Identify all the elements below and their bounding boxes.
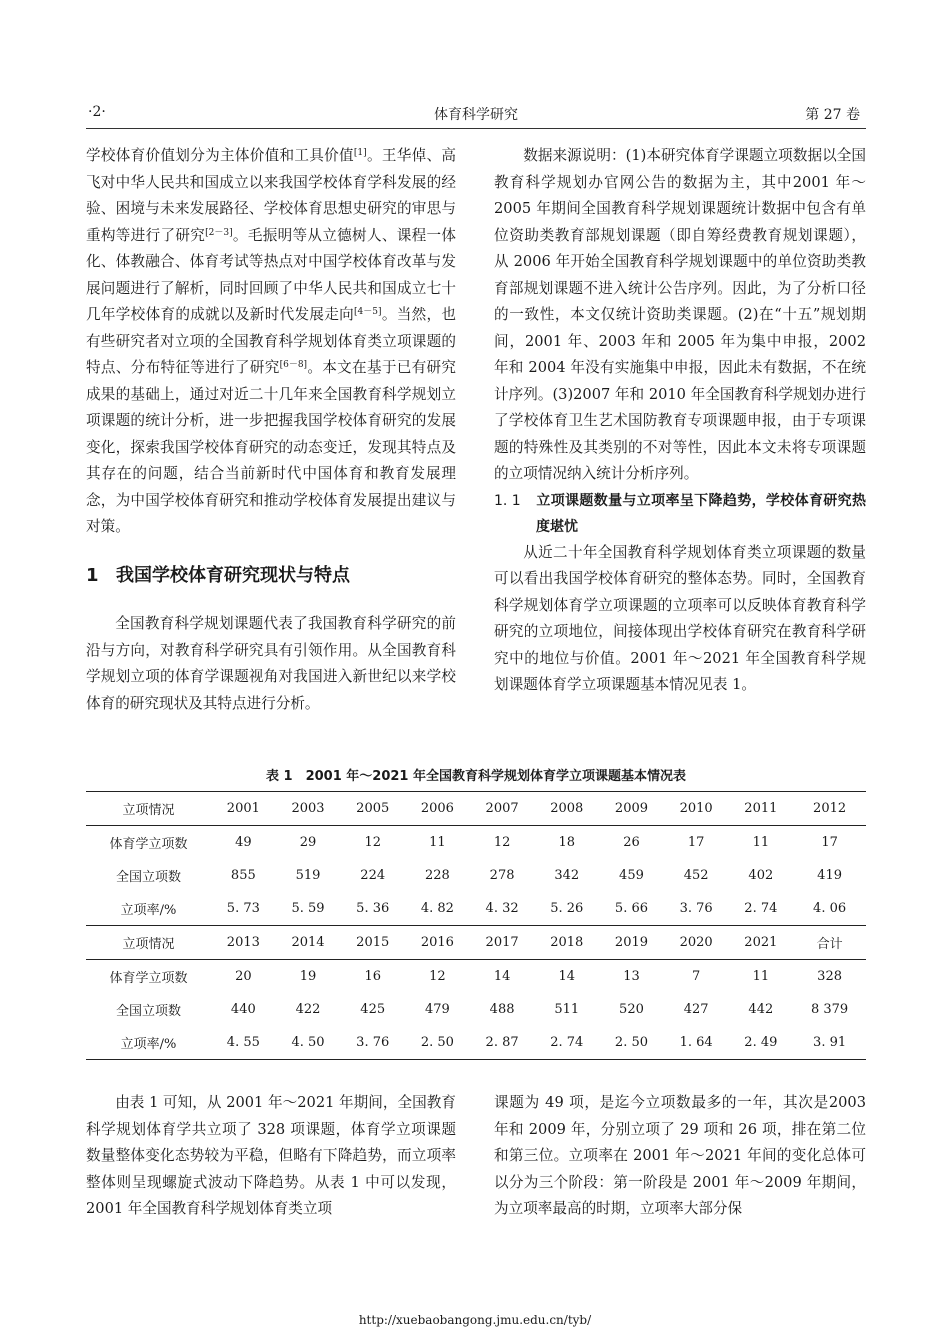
table-cell: 26 (623, 835, 640, 850)
citation: [4－5] (354, 307, 382, 317)
table-header-cell: 2013 (211, 926, 276, 960)
subsection-heading (494, 488, 866, 540)
table-header-cell: 合计 (793, 926, 866, 960)
table-cell: 2. 74 (534, 1026, 599, 1060)
table-header-cell: 2021 (729, 926, 794, 960)
table-cell: 2. 87 (470, 1026, 535, 1060)
table-cell: 427 (683, 1002, 709, 1017)
table-header-cell: 2003 (276, 792, 341, 826)
table-row (86, 826, 866, 860)
subsection-paragraph: 从近二十年全国教育科学规划体育类立项课题的数量可以看出我国学校体育研究的整体态势。同时，全国教育科学规划体育学立项课题的立项率可以反映体育教育科学研究的立项地位，间接体现出学校体育研究在教育科学研究中的地位与价值。2001 年～2021 年全国教育科学规划课题体育学立项课题基本情况见表 1。 (494, 543, 866, 693)
table-cell: 16 (364, 969, 381, 984)
para-text: 。本文在基于已有研究成果的基础上，通过对近二十几年来全国教育科学规划立项课题的统计分析，进一步把握我国学校体育研究的发展变化，探索我国学校体育研究的动态变迁，发现其特点及其存在的问题，结合当前新时代中国体育和教育发展理念，为中国学校体育研究和推动学校体育发展提出建议与对策。 (86, 359, 456, 535)
table-cell: 4. 82 (405, 892, 470, 926)
table-cell: 3. 91 (793, 1026, 866, 1060)
table-cell: 体育学立项数 (109, 971, 188, 986)
table-cell: 7 (692, 969, 701, 984)
para-text: 。毛振明等从立德树人、课程一体化、体教融合、体育考试等热点对中国学校体育改革与发展问题进行了解析，同时回顾了中华人民共和国成立七十几年学校体育的成就以及新时代发展走向 (86, 226, 456, 323)
table-cell: 12 (493, 835, 511, 850)
table-cell: 4. 32 (470, 892, 535, 926)
subsection-number: 1. 1 (494, 492, 521, 509)
running-header (86, 104, 866, 126)
bottom-left-column (86, 1090, 456, 1223)
table-cell: 488 (489, 1002, 515, 1017)
table-header-cell: 2010 (664, 792, 729, 826)
table-header-cell: 2006 (405, 792, 470, 826)
table-cell: 442 (748, 1002, 774, 1017)
table-header-cell: 2009 (599, 792, 664, 826)
data-source-paragraph: 数据来源说明：(1)本研究体育学课题立项数据以全国教育科学规划办官网公告的数据为主，其中2001 年～2005 年期间全国教育科学规划课题统计数据中包含有单位资助类教育部规划课题（即自筹经费教育规划课题），从 2006 年开始全国教育科学规划课题中的单位资助类教育部规划课题不进入统计公告序列。因此，为了分析口径的一致性，本文仅统计资助类课题。(2)在“十五”规划期间，2001 年、2003 年和 2005 年为集中申报，2002 年和 2004 年没有实施集中申报，因此未有数据，不在统计序列。(3)2007 年和 2010 年全国教育科学规划办进行了学校体育卫生艺术国防教育专项课题申报，由于专项课题的特殊性及其类别的不对等性，因此本文未将专项课题的立项情况纳入统计分析序列。 (494, 147, 866, 482)
table-header-cell: 立项情况 (86, 926, 211, 960)
section-heading (86, 563, 456, 590)
data-table (86, 791, 866, 1060)
table-cell: 520 (619, 1002, 644, 1017)
table-cell: 5. 59 (276, 892, 341, 926)
table-header-cell: 2012 (793, 792, 866, 826)
table-row (86, 892, 866, 926)
journal-title: 体育科学研究 (434, 107, 518, 123)
table-cell: 2. 74 (729, 892, 794, 926)
table-header-cell: 2011 (729, 792, 794, 826)
table-cell: 2. 50 (405, 1026, 470, 1060)
table-cell: 224 (360, 868, 386, 883)
table-cell: 3. 76 (340, 1026, 405, 1060)
table-cell: 4. 50 (276, 1026, 341, 1060)
table-header-cell: 2005 (340, 792, 405, 826)
para-text: 。当然，也有些研究者对立项的全国教育科学规划体育类立项课题的特点、分布特征等进行了研究 (86, 306, 456, 376)
bottom-right-column (494, 1090, 866, 1223)
table-row (86, 1026, 866, 1060)
para-text: 。王华倬、高飞对中华人民共和国成立以来我国学校体育学科发展的经验、困境与未来发展路径、学校体育思想史研究的审思与重构等进行了研究 (86, 147, 456, 244)
page-number: ·2· (88, 104, 106, 120)
table-cell: 342 (554, 868, 580, 883)
footer-url: http://xuebaobangong.jmu.edu.cn/tyb/ (358, 1313, 592, 1327)
intro-paragraph (86, 143, 456, 541)
table-cell: 49 (235, 835, 252, 850)
table-header-cell: 2014 (276, 926, 341, 960)
table-cell: 11 (752, 969, 770, 984)
table-header-row (86, 792, 866, 826)
table-cell: 8 379 (810, 1002, 849, 1017)
table-row (86, 993, 866, 1026)
table-cell: 4. 55 (211, 1026, 276, 1060)
table-cell: 13 (623, 969, 640, 984)
table-cell: 440 (230, 1002, 256, 1017)
table-cell: 328 (817, 969, 842, 984)
table-header-row (86, 926, 866, 960)
table-cell: 4. 06 (793, 892, 866, 926)
table-cell: 立项率/% (86, 1026, 211, 1060)
table-header-cell: 2001 (211, 792, 276, 826)
table-cell: 17 (687, 835, 705, 850)
table-cell: 5. 73 (211, 892, 276, 926)
table-cell: 855 (230, 868, 256, 883)
table-header-cell: 2015 (340, 926, 405, 960)
subsection-title: 立项课题数量与立项率呈下降趋势，学校体育研究热度堪忧 (536, 492, 866, 535)
table-cell: 3. 76 (664, 892, 729, 926)
analysis-paragraph-cont: 课题为 49 项，是迄今立项数最多的一年，其次是2003 年和 2009 年，分别立项了 29 项和 26 项，排在第二位和第三位。立项率在 2001 年～2021 年间的变化总体可以分为三个阶段：第一阶段是 2001 年～2009 年期间，为立项率最高的时期，立项率大部分保 (494, 1094, 866, 1217)
volume-label: 第 27 卷 (805, 107, 860, 123)
table-cell: 5. 36 (340, 892, 405, 926)
table-cell: 全国立项数 (115, 870, 181, 885)
table-cell: 459 (619, 868, 644, 883)
table-cell: 12 (364, 835, 381, 850)
table-cell: 5. 26 (534, 892, 599, 926)
table-cell: 17 (821, 835, 838, 850)
table-caption: 表 1 2001 年～2021 年全国教育科学规划体育学立项课题基本情况表 (266, 769, 686, 784)
table-header-cell: 2007 (470, 792, 535, 826)
analysis-paragraph: 由表 1 可知，从 2001 年～2021 年期间，全国教育科学规划体育学共立项了 328 项课题，体育学立项课题数量整体变化态势较为平稳，但略有下降趋势，而立项率整体则呈现螺旋式波动下降趋势。从表 1 中可以发现，2001 年全国教育科学规划体育类立项 (86, 1094, 456, 1217)
table-header-cell: 2016 (405, 926, 470, 960)
table-cell: 228 (424, 868, 450, 883)
table-cell: 425 (360, 1002, 386, 1017)
table-header-cell: 2017 (470, 926, 535, 960)
para-text: 学校体育价值划分为主体价值和工具价值 (86, 147, 354, 164)
section-title: 我国学校体育研究现状与特点 (116, 564, 350, 586)
citation: [1] (353, 148, 367, 158)
table-cell: 519 (295, 868, 321, 883)
table-cell: 12 (429, 969, 446, 984)
table-header-cell: 2008 (534, 792, 599, 826)
table-cell: 18 (558, 835, 576, 850)
table-cell: 立项率/% (86, 892, 211, 926)
table-cell: 5. 66 (599, 892, 664, 926)
table-cell: 20 (235, 969, 252, 984)
table-cell: 419 (817, 868, 842, 883)
table-cell: 402 (748, 868, 774, 883)
section-paragraph: 全国教育科学规划课题代表了我国教育科学研究的前沿与方向，对教育科学研究具有引领作用。从全国教育科学规划立项的体育学课题视角对我国进入新世纪以来学校体育的研究现状及其特点进行分析。 (86, 615, 456, 712)
table-cell: 452 (683, 868, 709, 883)
table-cell: 278 (489, 868, 515, 883)
table-cell: 29 (299, 835, 317, 850)
table-cell: 511 (554, 1002, 580, 1017)
table-row (86, 859, 866, 892)
table-cell: 19 (299, 969, 317, 984)
table-cell: 2. 49 (729, 1026, 794, 1060)
table-cell: 2. 50 (599, 1026, 664, 1060)
table-cell: 11 (752, 835, 770, 850)
table-cell: 422 (295, 1002, 321, 1017)
table-cell: 14 (558, 969, 576, 984)
table-row (86, 960, 866, 994)
section-number: 1 (86, 564, 99, 586)
table-header-cell: 立项情况 (86, 792, 211, 826)
table-header-cell: 2019 (599, 926, 664, 960)
citation: [6－8] (279, 360, 308, 370)
header-rule (86, 128, 866, 129)
right-column (494, 143, 866, 699)
table-cell: 全国立项数 (115, 1004, 181, 1019)
table-cell: 体育学立项数 (109, 837, 188, 852)
table-header-cell: 2018 (534, 926, 599, 960)
table-cell: 14 (493, 969, 511, 984)
table-cell: 479 (424, 1002, 450, 1017)
table-cell: 11 (429, 835, 446, 850)
left-column (86, 143, 456, 717)
table-cell: 1. 64 (664, 1026, 729, 1060)
citation: [2－3] (205, 227, 233, 238)
table-header-cell: 2020 (664, 926, 729, 960)
